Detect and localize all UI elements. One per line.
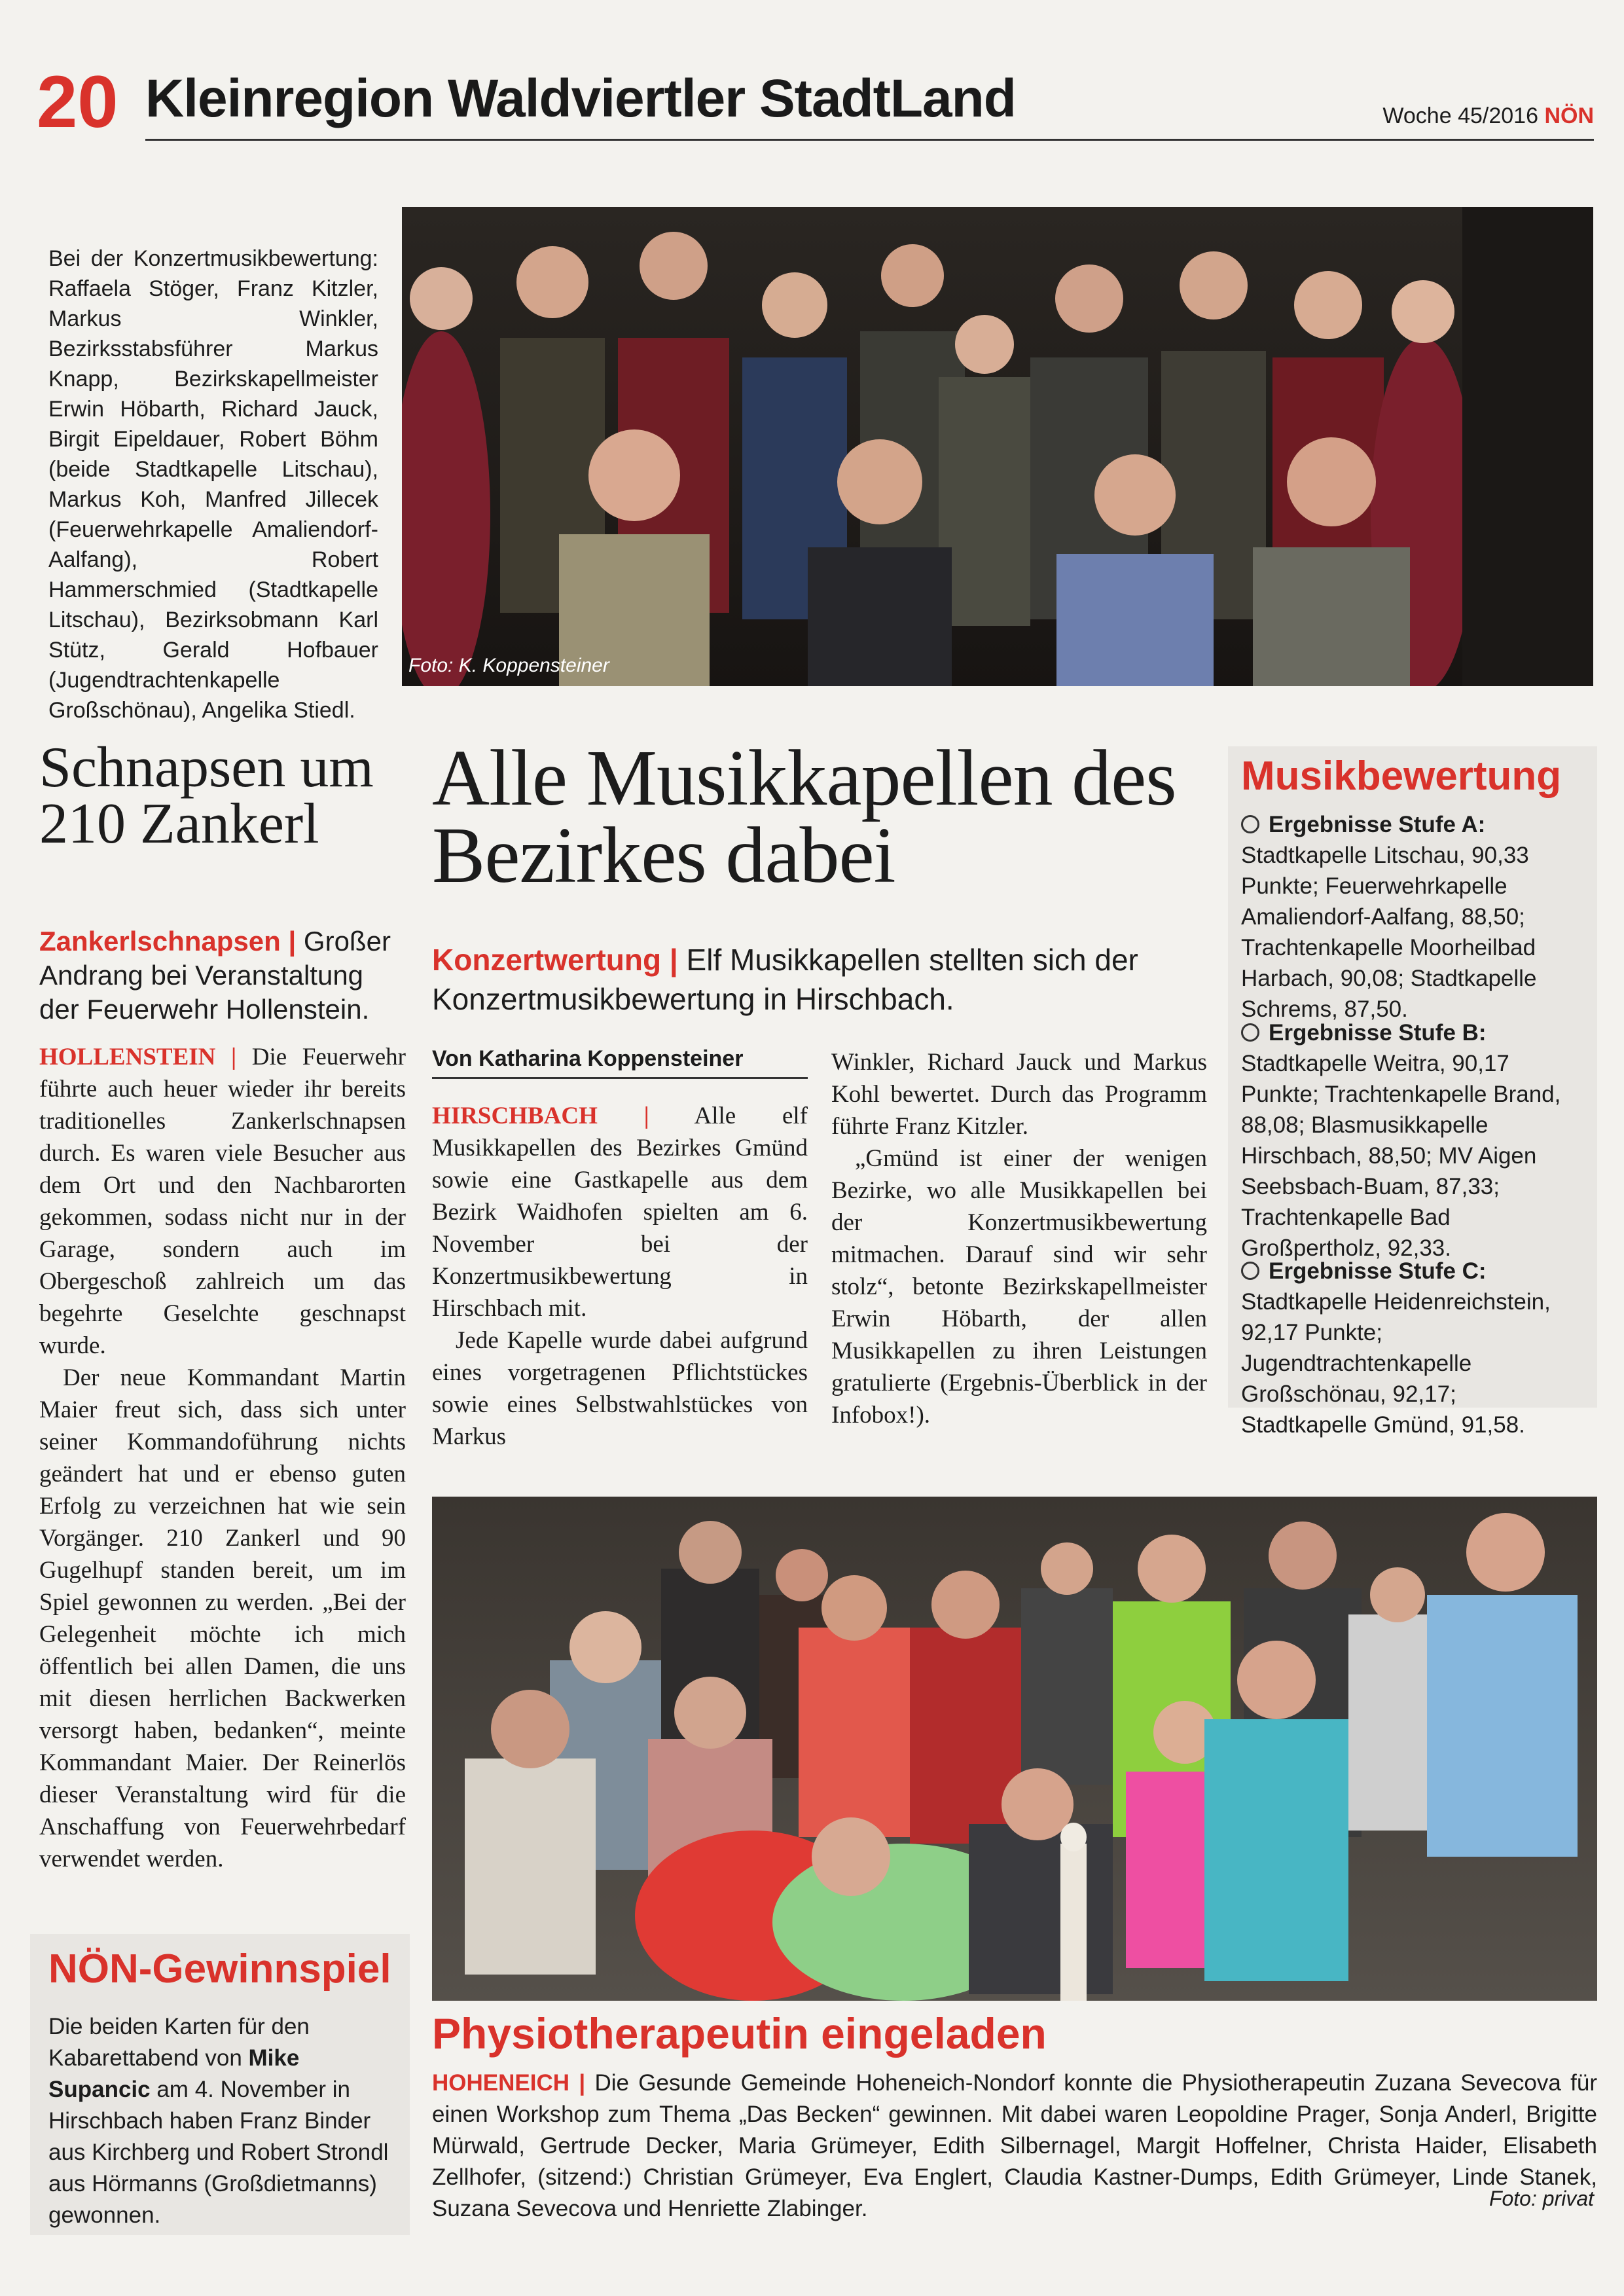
main-article-column-2 — [831, 1046, 1207, 1431]
left-paragraph-2: Der neue Kommandant Martin Maier freut sich, dass sich unter seiner Kommandoführung nichts geändert hat und er ebenso guten Erfolg zu verzeichnen hat wie sein Vorgänger. 210 Zankerl und 90 Gugelhupf standen bereit, um im Spiel gewonnen zu werden. „Bei der Gelegenheit möchte ich mich öffentlich bei allen Damen, die uns mit diesen herrlichen Backwerken versorgt haben, bedanken“, meinte Kommandant Maier. Der Reinerlös dieser Veranstaltung wird für die Anschaffung von Feuerwehrbedarf verwendet werden. — [39, 1364, 406, 1872]
infobox-entry-a — [1241, 809, 1581, 1025]
infobox-entry-c — [1241, 1256, 1581, 1440]
left-paragraph-1 — [39, 1041, 406, 1362]
header-rule — [145, 139, 1594, 141]
issue-week: Woche 45/2016 — [1382, 103, 1538, 128]
kicker-separator: | — [669, 943, 678, 977]
gewinnspiel-title: NÖN-Gewinnspiel — [48, 1946, 391, 1992]
top-photo — [402, 207, 1593, 686]
entry-label: Ergebnisse Stufe A: — [1269, 812, 1486, 837]
circle-bullet-icon — [1241, 815, 1259, 833]
main-paragraph-1 — [432, 1100, 808, 1324]
bottom-location: HOHENEICH — [432, 2070, 570, 2096]
entry-label: Ergebnisse Stufe B: — [1269, 1020, 1487, 1046]
group-photo-workshop — [432, 1497, 1597, 2001]
infobox-title: Musikbewertung — [1241, 754, 1562, 799]
entry-text: Stadtkapelle Weitra, 90,17 Punkte; Trachtenkapelle Brand, 88,08; Blasmusikkapelle Hirschbach, 88,50; MV Aigen Seebsbach-Buam, 87,33; Trachtenkapelle Bad Großpertholz, 92,33. — [1241, 1051, 1561, 1261]
main-paragraph-1-text: Alle elf Musikkapellen des Bezirkes Gmünd sowie eine Gastkapelle aus dem Bezirk Waidhofen spielten am 6. November bei der Konzertmusikbewertung in Hirschbach mit. — [432, 1102, 808, 1322]
main-paragraph-3: Winkler, Richard Jauck und Markus Kohl bewertet. Durch das Programm führte Franz Kitzler. — [831, 1049, 1207, 1140]
brand-logo: NÖN — [1544, 103, 1594, 128]
main-article-headline: Alle Musikkapellen des Bezirkes dabei — [432, 734, 1176, 900]
gewinnspiel-text-before: Die beiden Karten für den Kabarettabend von — [48, 2014, 310, 2071]
left-kicker-text: Großer Andrang bei Veranstaltung der Feuerwehr Hollenstein. — [39, 926, 391, 1025]
bottom-photo-credit: Foto: privat — [1489, 2187, 1594, 2210]
main-kicker-label: Konzertwertung — [432, 943, 662, 977]
main-location: HIRSCHBACH — [432, 1102, 598, 1129]
bottom-article-text — [432, 2068, 1597, 2225]
gewinnspiel-text-after: am 4. November in Hirschbach haben Franz Binder aus Kirchberg und Robert Strondl aus Hörmanns (Großdietmanns) gewonnen. — [48, 2077, 389, 2228]
main-article-column-1 — [432, 1100, 808, 1453]
circle-bullet-icon — [1241, 1262, 1259, 1280]
page-number: 20 — [37, 61, 118, 143]
main-article-kicker — [432, 940, 1204, 1019]
infobox-entry-b — [1241, 1017, 1581, 1264]
bottom-photo — [432, 1497, 1597, 2001]
main-paragraph-4: „Gmünd ist einer der wenigen Bezirke, wo alle Musikkapellen bei der Konzertmusikbewertung mitmachen. Darauf sind wir sehr stolz“, betonte Bezirkskapellmeister Erwin Höbarth, der allen Musikkapellen zu ihren Leistungen gratulierte (Ergebnis-Überblick in der Infobox!). — [831, 1145, 1207, 1429]
location-separator: | — [579, 2070, 586, 2096]
kicker-separator: | — [288, 926, 297, 957]
gewinnspiel-text — [48, 2011, 395, 2231]
entry-text: Stadtkapelle Heidenreichstein, 92,17 Punkte; Jugendtrachtenkapelle Großschönau, 92,17; Stadtkapelle Gmünd, 91,58. — [1241, 1289, 1551, 1438]
bottom-article-headline: Physiotherapeutin eingeladen — [432, 2009, 1047, 2058]
group-photo-musicians — [402, 207, 1593, 686]
main-paragraph-2: Jede Kapelle wurde dabei aufgrund eines vorgetragenen Pflichtstückes sowie eines Selbstwahlstückes von Markus — [432, 1327, 808, 1450]
top-photo-caption: Bei der Konzertmusikbewertung: Raffaela Stöger, Franz Kitzler, Markus Winkler, Bezirksstabsführer Markus Knapp, Bezirkskapellmeister Erwin Höbarth, Richard Jauck, Birgit Eipeldauer, Robert Böhm (beide Stadtkapelle Litschau), Markus Koh, Manfred Jillecek (Feuerwehrkapelle Amaliendorf-Aalfang), Robert Hammerschmied (Stadtkapelle Litschau), Bezirksobmann Karl Stütz, Gerald Hofbauer (Jugendtrachtenkapelle Großschönau), Angelika Stiedl. — [48, 246, 378, 723]
circle-bullet-icon — [1241, 1023, 1259, 1042]
left-paragraph-1-text: Die Feuerwehr führte auch heuer wieder ihr bereits traditionelles Zankerlschnapsen durch. Es waren viele Besucher aus dem Ort und den Nachbarorten gekommen, sodass nicht nur in der Garage, sondern auch im Obergeschoß zahlreich um das begehrte Geselchte geschnapst wurde. — [39, 1044, 406, 1359]
top-photo-credit: Foto: K. Koppensteiner — [408, 655, 609, 676]
gewinnspiel-artist: Mike Supancic — [48, 2045, 300, 2102]
left-article-kicker — [39, 924, 406, 1027]
issue-info — [1382, 105, 1594, 127]
location-separator: | — [230, 1044, 237, 1070]
section-title: Kleinregion Waldviertler StadtLand — [145, 69, 1016, 128]
entry-label: Ergebnisse Stufe C: — [1269, 1258, 1487, 1284]
location-separator: | — [643, 1102, 649, 1129]
entry-text: Stadtkapelle Litschau, 90,33 Punkte; Feuerwehrkapelle Amaliendorf-Aalfang, 88,50; Trachtenkapelle Moorheilbad Harbach, 90,08; Stadtkapelle Schrems, 87,50. — [1241, 843, 1537, 1022]
left-article-headline: Schnapsen um 210 Zankerl — [39, 736, 374, 856]
main-kicker-text: Elf Musikkapellen stellten sich der Konzertmusikbewertung in Hirschbach. — [432, 943, 1138, 1016]
bottom-article-body: Die Gesunde Gemeinde Hoheneich-Nondorf konnte die Physiotherapeutin Zuzana Sevecova für einen Workshop zum Thema „Das Becken“ gewinnen. Mit dabei waren Leopoldine Prager, Sonja Anderl, Brigitte Mürwald, Gertrude Decker, Maria Grümeyer, Edith Silbernagel, Margit Hoffelner, Christa Haider, Elisabeth Zellhofer, (sitzend:) Christian Grümeyer, Eva Englert, Claudia Kastner-Dumps, Edith Grümeyer, Linde Stanek, Suzana Sevecova und Henriette Zlabinger. — [432, 2070, 1597, 2221]
byline: Von Katharina Koppensteiner — [432, 1046, 808, 1079]
left-location: HOLLENSTEIN — [39, 1044, 216, 1070]
left-kicker-label: Zankerlschnapsen — [39, 926, 281, 957]
left-article-body — [39, 1041, 406, 1875]
